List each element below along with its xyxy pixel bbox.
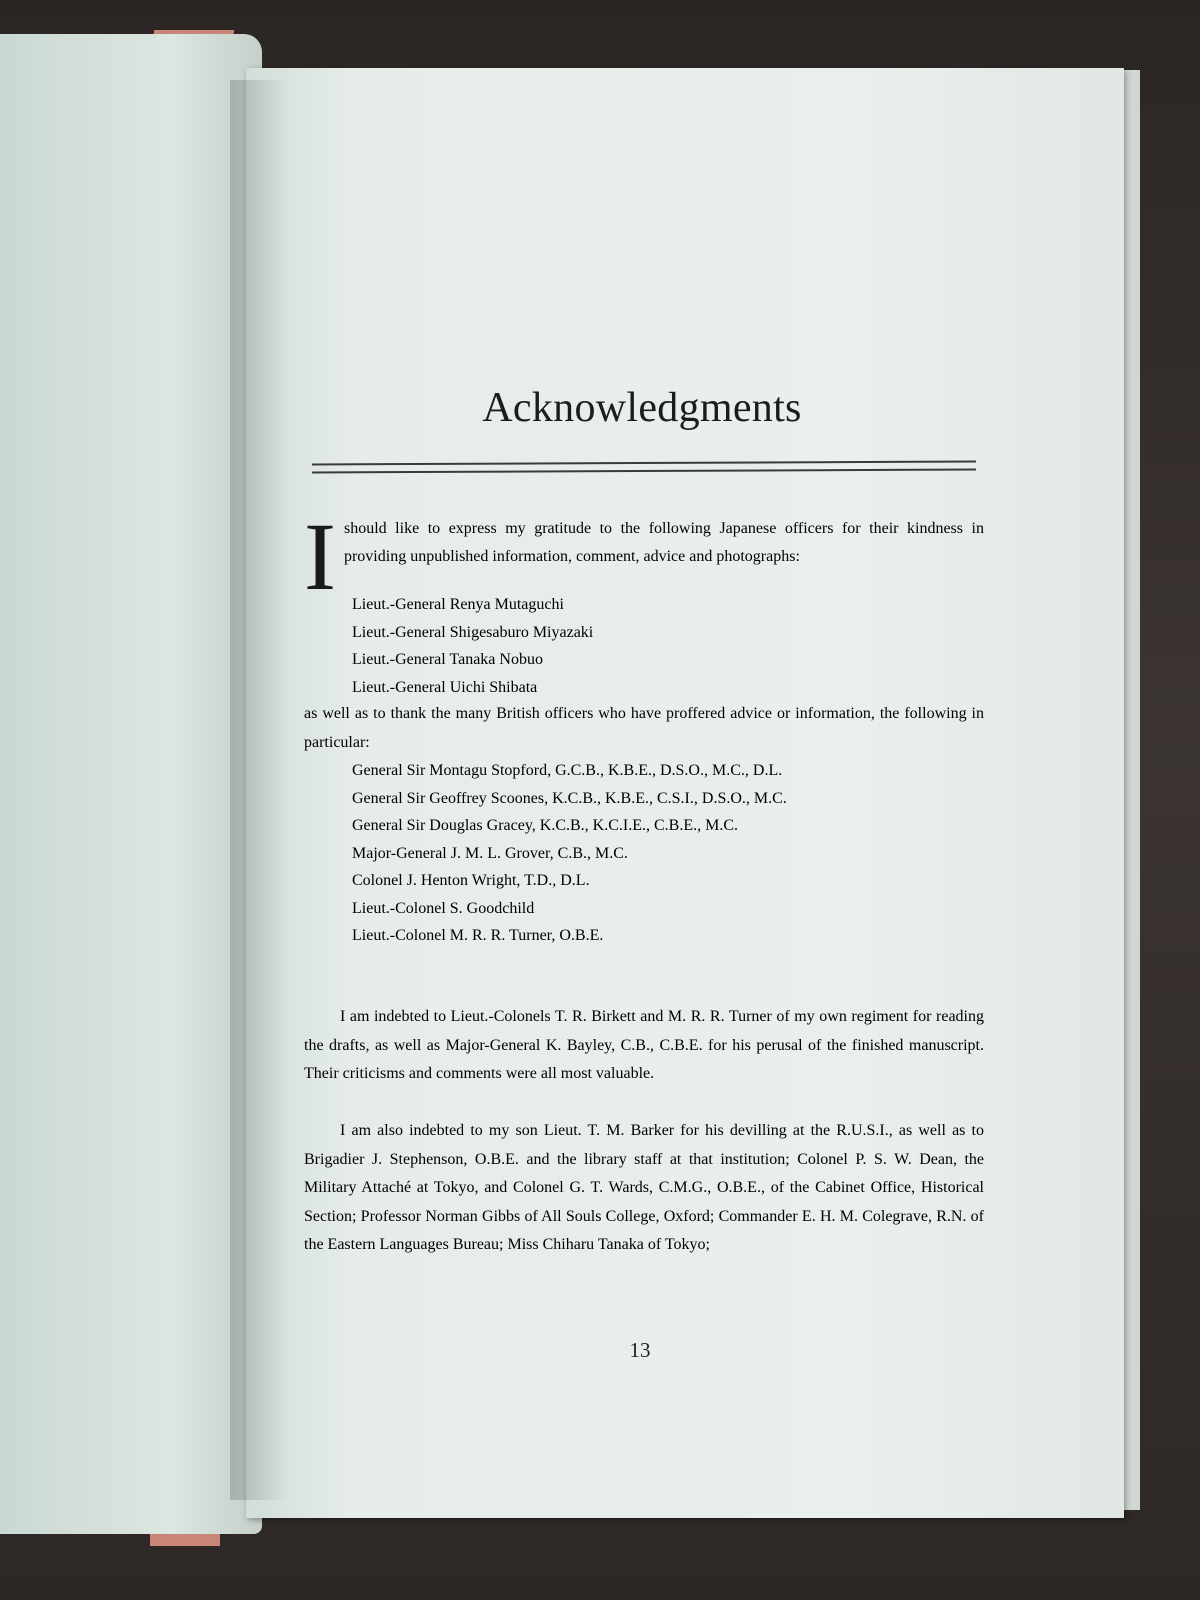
list-item: General Sir Geoffrey Scoones, K.C.B., K.B.E., C.S.I., D.S.O., M.C. <box>352 789 787 807</box>
japanese-officers-list <box>352 591 982 701</box>
left-page <box>0 34 262 1534</box>
drop-cap: I <box>304 503 336 610</box>
list-item: Lieut.-Colonel M. R. R. Turner, O.B.E. <box>352 927 604 944</box>
list-item: Lieut.-General Shigesaburo Miyazaki <box>352 623 594 641</box>
list-item: Lieut.-Colonel S. Goodchild <box>352 899 535 917</box>
list-item: Lieut.-General Renya Mutaguchi <box>352 596 564 613</box>
british-intro-paragraph: as well as to thank the many British officers who have proffered advice or information, the following in particular: <box>304 705 984 751</box>
list-item: Colonel J. Henton Wright, T.D., D.L. <box>352 872 590 889</box>
list-item: Major-General J. M. L. Grover, C.B., M.C. <box>352 844 628 862</box>
intro-text: should like to express my gratitude to the following Japanese officers for their kindness in providing unpublished information, comment, advice and photographs: <box>343 520 984 565</box>
british-officers-list <box>352 757 982 950</box>
page-title: Acknowledgments <box>482 385 802 431</box>
list-item: General Sir Douglas Gracey, K.C.B., K.C.I.E., C.B.E., M.C. <box>352 817 739 834</box>
paragraph-indebted-others: I am also indebted to my son Lieut. T. M. Barker for his devilling at the R.U.S.I., as well as to Brigadier J. Stephenson, O.B.E. and the library staff at that institution; Colonel P. S. W. Dean, the Military Attaché at Tokyo, and Colonel G. T. Wards, C.M.G., O.B.E., of the Cabinet Office, Historical Section; Professor Norman Gibbs of All Souls College, Oxford; Commander E. H. M. Colegrave, R.N. of the Eastern Languages Bureau; Miss Chiharu Tanaka of Tokyo; <box>304 1122 984 1253</box>
book-gutter-shadow <box>230 80 290 1500</box>
list-item: General Sir Montagu Stopford, G.C.B., K.B.E., D.S.O., M.C., D.L. <box>352 762 783 779</box>
list-item: Lieut.-General Tanaka Nobuo <box>352 651 543 668</box>
page-number: 13 <box>629 1338 651 1362</box>
paragraph-indebted-readers: I am indebted to Lieut.-Colonels T. R. Birkett and M. R. R. Turner of my own regiment for reading the drafts, as well as Major-General K. Bayley, C.B., C.B.E. for his perusal of the finished manuscript. Their criticisms and comments were all most valuable. <box>304 1008 984 1082</box>
list-item: Lieut.-General Uichi Shibata <box>352 678 538 696</box>
